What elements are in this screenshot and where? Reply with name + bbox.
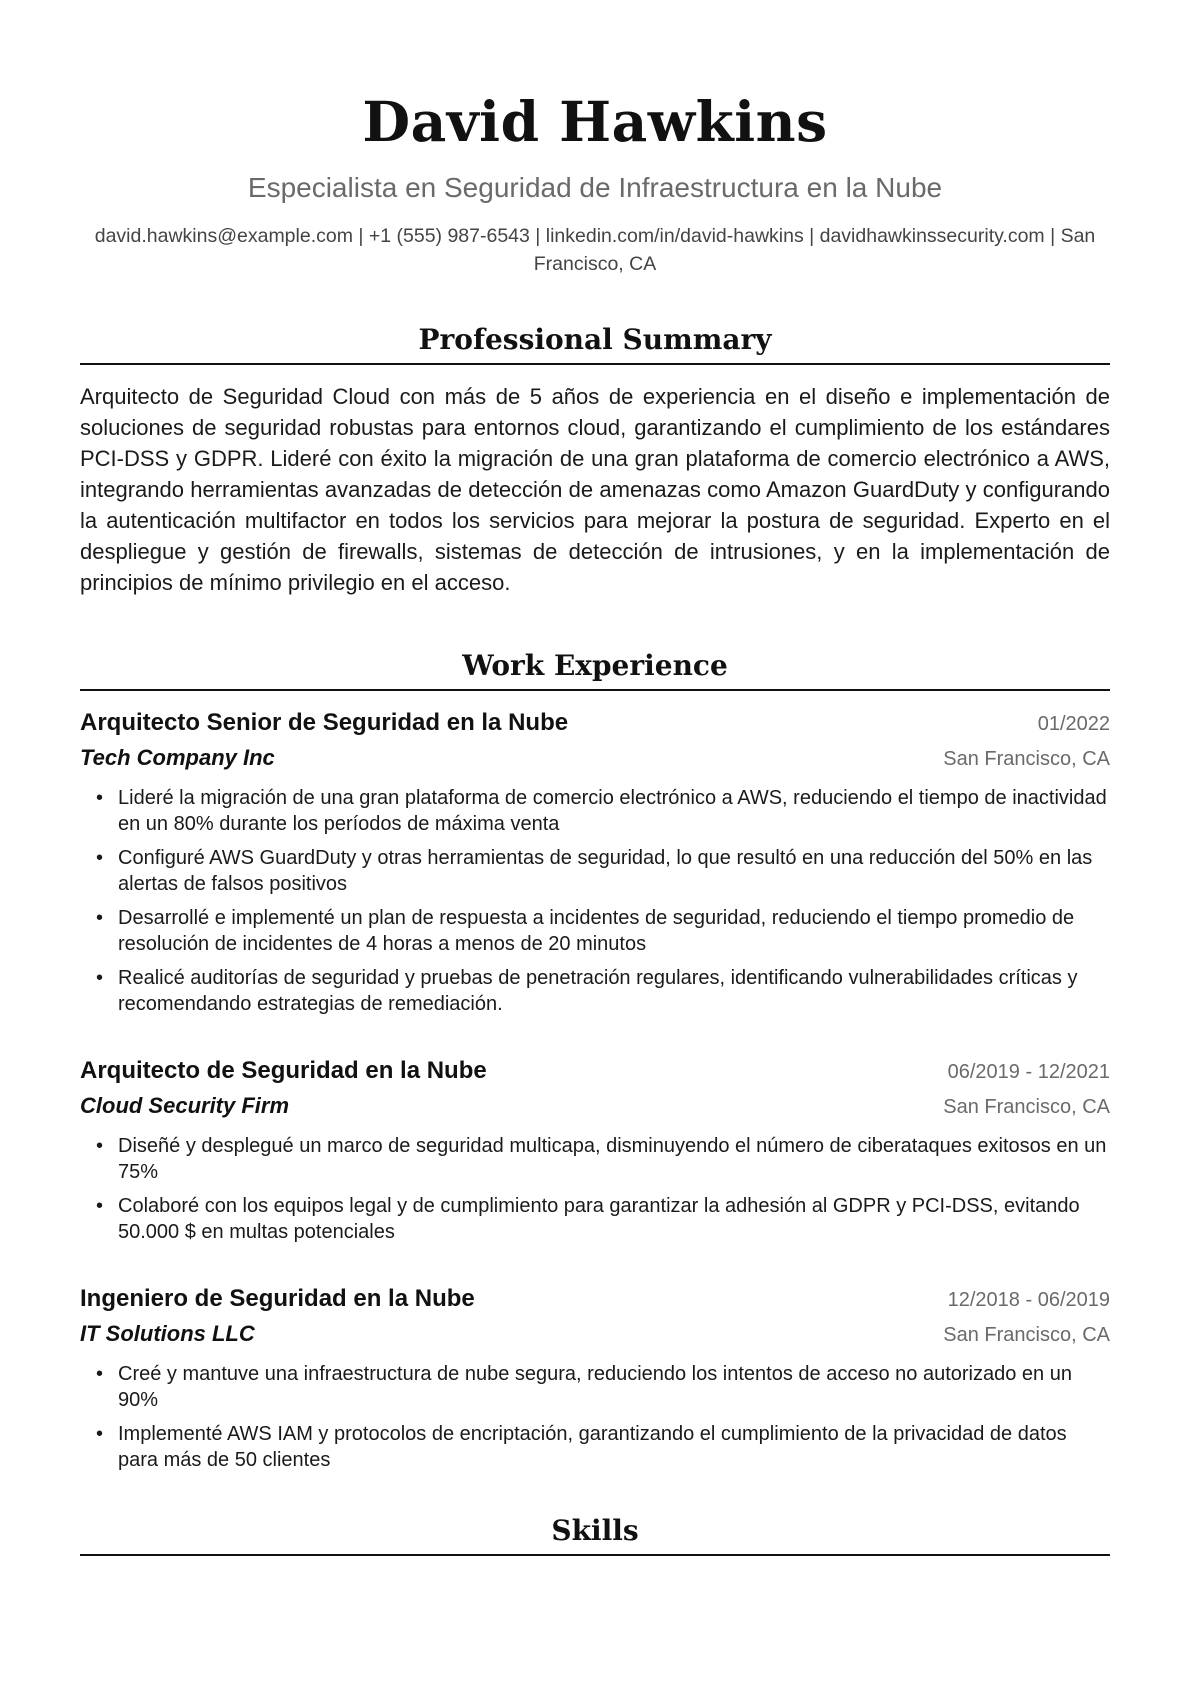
job-title: Ingeniero de Seguridad en la Nube	[80, 1285, 475, 1313]
bullet-icon: •	[96, 1195, 104, 1218]
job-entry	[80, 709, 1110, 1017]
bullet-text: Lideré la migración de una gran plataforma de comercio electrónico a AWS, reduciendo el tiempo de inactividad en un 80% durante los períodos de máxima venta	[118, 787, 1107, 836]
job-date: 12/2018 - 06/2019	[947, 1289, 1110, 1312]
bullet-text: Configuré AWS GuardDuty y otras herramientas de seguridad, lo que resultó en una reducción del 50% en las alertas de falsos positivos	[118, 847, 1093, 896]
section-heading-work: Work Experience	[80, 648, 1110, 691]
job-bullets	[80, 1361, 1110, 1473]
candidate-title: Especialista en Seguridad de Infraestructura en la Nube	[247, 171, 943, 203]
section-heading-summary: Professional Summary	[80, 322, 1110, 365]
bullet-item	[96, 1361, 1110, 1413]
company-name: Cloud Security Firm	[80, 1093, 290, 1119]
company-name: IT Solutions LLC	[80, 1321, 255, 1347]
bullet-text: Desarrollé e implementé un plan de respuesta a incidentes de seguridad, reduciendo el tiempo promedio de resolución de incidentes de 4 horas a menos de 20 minutos	[118, 907, 1075, 956]
job-date: 01/2022	[1037, 713, 1110, 736]
candidate-name: David Hawkins	[362, 89, 828, 154]
bullet-item	[96, 845, 1110, 897]
bullet-item	[96, 785, 1110, 837]
bullet-icon: •	[96, 1423, 104, 1446]
bullet-text: Colaboré con los equipos legal y de cumplimiento para garantizar la adhesión al GDPR y PCI-DSS, evitando 50.000 $ en multas potenciales	[118, 1195, 1080, 1244]
section-heading-skills: Skills	[80, 1513, 1110, 1556]
bullet-icon: •	[96, 787, 104, 810]
job-location: San Francisco, CA	[943, 748, 1110, 771]
bullet-text: Implementé AWS IAM y protocolos de encriptación, garantizando el cumplimiento de la privacidad de datos para más de 50 clientes	[118, 1423, 1067, 1472]
job-bullets	[80, 785, 1110, 1017]
job-entry	[80, 1285, 1110, 1473]
job-title: Arquitecto de Seguridad en la Nube	[80, 1057, 487, 1085]
company-name: Tech Company Inc	[80, 745, 275, 771]
work-experience-section	[80, 648, 1110, 1473]
bullet-icon: •	[96, 1363, 104, 1386]
contact-info: david.hawkins@example.com | +1 (555) 987-6543 | linkedin.com/in/david-hawkins | davidhawkinssecurity.com | San Francisco, CA	[94, 225, 1096, 276]
bullet-text: Creé y mantuve una infraestructura de nube segura, reduciendo los intentos de acceso no autorizado en un 90%	[118, 1363, 1072, 1412]
summary-text: Arquitecto de Seguridad Cloud con más de 5 años de experiencia en el diseño e implementación de soluciones de seguridad robustas para entornos cloud, garantizando el cumplimiento de los estándares PCI-DSS y GDPR. Lideré con éxito la migración de una gran plataforma de comercio electrónico a AWS, integrando herramientas avanzadas de detección de amenazas como Amazon GuardDuty y configurando la autenticación multifactor en todos los servicios para mejorar la postura de seguridad. Experto en el despliegue y gestión de firewalls, sistemas de detección de intrusiones, y en la implementación de principios de mínimo privilegio en el acceso.	[80, 384, 1110, 596]
bullet-text: Realicé auditorías de seguridad y pruebas de penetración regulares, identificando vulnerabilidades críticas y recomendando estrategias de remediación.	[118, 967, 1078, 1016]
bullet-item	[96, 1193, 1110, 1245]
job-title: Arquitecto Senior de Seguridad en la Nube	[80, 709, 569, 737]
bullet-icon: •	[96, 907, 104, 930]
bullet-item	[96, 905, 1110, 957]
job-bullets	[80, 1133, 1110, 1245]
bullet-item	[96, 1133, 1110, 1185]
bullet-item	[96, 1421, 1110, 1473]
bullet-item	[96, 965, 1110, 1017]
job-entry	[80, 1057, 1110, 1245]
job-date: 06/2019 - 12/2021	[947, 1061, 1110, 1084]
bullet-icon: •	[96, 1135, 104, 1158]
bullet-text: Diseñé y desplegué un marco de seguridad multicapa, disminuyendo el número de ciberataques exitosos en un 75%	[118, 1135, 1107, 1184]
bullet-icon: •	[96, 847, 104, 870]
bullet-icon: •	[96, 967, 104, 990]
professional-summary-section	[80, 322, 1110, 598]
job-location: San Francisco, CA	[943, 1096, 1110, 1119]
job-location: San Francisco, CA	[943, 1324, 1110, 1347]
skills-section	[80, 1513, 1110, 1556]
